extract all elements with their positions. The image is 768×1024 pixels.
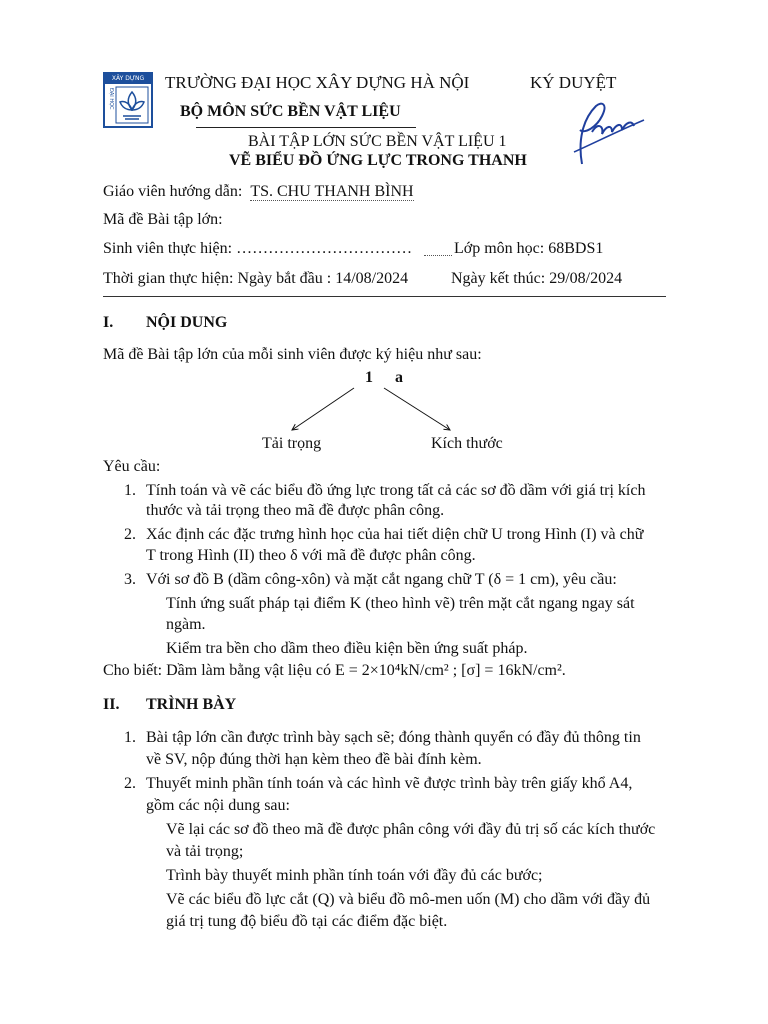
- code-digit: 1: [365, 369, 373, 386]
- university-name: TRƯỜNG ĐẠI HỌC XÂY DỰNG HÀ NỘI: [165, 73, 470, 92]
- assignment-title: BÀI TẬP LỚN SỨC BỀN VẬT LIỆU 1: [248, 133, 507, 150]
- teacher-row: [103, 181, 414, 203]
- logo-side-text: ĐẠI HỌC: [108, 88, 114, 110]
- pres-2-num: 2.: [124, 775, 136, 792]
- arrow-size: [384, 388, 450, 430]
- req-1-line2: thước và tải trọng theo mã đề được phân công.: [146, 502, 445, 519]
- assignment-subtitle: VẼ BIỂU ĐỒ ỨNG LỰC TRONG THANH: [229, 152, 527, 169]
- req-3-sub2: Kiểm tra bền cho dầm theo điều kiện bền ứng suất pháp.: [166, 640, 528, 657]
- pres-sub-1: Vẽ lại các sơ đồ theo mã đề được phân công với đầy đủ trị số các kích thước: [166, 821, 656, 838]
- end-date: Ngày kết thúc: 29/08/2024: [451, 270, 623, 287]
- lotus-icon: [115, 86, 149, 124]
- teacher-name: TS. CHU THANH BÌNH: [250, 183, 414, 200]
- code-letter: a: [395, 369, 403, 386]
- pres-1-line1: Bài tập lớn cần được trình bày sạch sẽ; đóng thành quyển có đầy đủ thông tin: [146, 729, 641, 746]
- start-date: Thời gian thực hiện: Ngày bắt đầu : 14/08/2024: [103, 270, 409, 287]
- pres-sub-3b: giá trị tung độ biểu đồ tại các điểm đặc biệt.: [166, 913, 448, 930]
- section2-title: TRÌNH BÀY: [146, 696, 237, 713]
- code-label: Mã đề Bài tập lớn:: [103, 211, 223, 228]
- pres-sub-1b: và tải trọng;: [166, 843, 244, 860]
- req-1-num: 1.: [124, 482, 136, 499]
- label-load: Tải trọng: [262, 435, 322, 452]
- logo-band: [105, 74, 151, 84]
- pres-2-line2: gồm các nội dung sau:: [146, 797, 290, 814]
- req-3-sub1b: ngàm.: [166, 616, 206, 633]
- student-label: Sinh viên thực hiện: ……………………………: [103, 240, 413, 257]
- section2-number: II.: [103, 696, 120, 713]
- pres-2-line1: Thuyết minh phần tính toán và các hình vẽ được trình bày trên giấy khổ A4,: [146, 775, 633, 792]
- code-arrows: [280, 380, 480, 440]
- section1-title: NỘI DUNG: [146, 314, 228, 331]
- req-2-line2: T trong Hình (II) theo δ với mã đề được phân công.: [146, 547, 476, 564]
- pres-sub-2: Trình bày thuyết minh phần tính toán với đầy đủ các bước;: [166, 867, 543, 884]
- header-underline: [196, 127, 416, 128]
- class-label: Lớp môn học: 68BDS1: [454, 240, 604, 257]
- approval-label: KÝ DUYỆT: [530, 73, 617, 92]
- arrow-load: [292, 388, 354, 430]
- student-dots: [424, 239, 452, 256]
- section1-intro: Mã đề Bài tập lớn của mỗi sinh viên được ký hiệu như sau:: [103, 346, 482, 363]
- header-divider: [103, 296, 666, 297]
- signature: [568, 92, 648, 172]
- pres-sub-3: Vẽ các biểu đồ lực cắt (Q) và biểu đồ mô-men uốn (M) cho dầm với đầy đủ: [166, 891, 651, 908]
- section1-number: I.: [103, 314, 114, 331]
- department-name: BỘ MÔN SỨC BỀN VẬT LIỆU: [180, 103, 401, 120]
- req-3-sub1: Tính ứng suất pháp tại điểm K (theo hình vẽ) trên mặt cắt ngang ngay sát: [166, 595, 635, 612]
- req-3-line1: Với sơ đồ B (dầm công-xôn) và mặt cắt ngang chữ T (δ = 1 cm), yêu cầu:: [146, 571, 617, 588]
- req-2-num: 2.: [124, 526, 136, 543]
- req-1-line1: Tính toán và vẽ các biểu đồ ứng lực trong tất cả các sơ đồ dầm với giá trị kích: [146, 482, 646, 499]
- pres-1-line2: về SV, nộp đúng thời hạn kèm theo đề bài đính kèm.: [146, 751, 482, 768]
- teacher-label: Giáo viên hướng dẫn:: [103, 183, 243, 200]
- pres-1-num: 1.: [124, 729, 136, 746]
- requirements-label: Yêu cầu:: [103, 458, 161, 475]
- logo-text: XÂY DỰNG: [111, 75, 145, 82]
- req-2-line1: Xác định các đặc trưng hình học của hai tiết diện chữ U trong Hình (I) và chữ: [146, 526, 644, 543]
- label-size: Kích thước: [431, 435, 503, 452]
- given-data: Cho biết: Dầm làm bằng vật liệu có E = 2×10⁴kN/cm² ; [σ] = 16kN/cm².: [103, 662, 566, 679]
- university-logo: [103, 72, 153, 128]
- req-3-num: 3.: [124, 571, 136, 588]
